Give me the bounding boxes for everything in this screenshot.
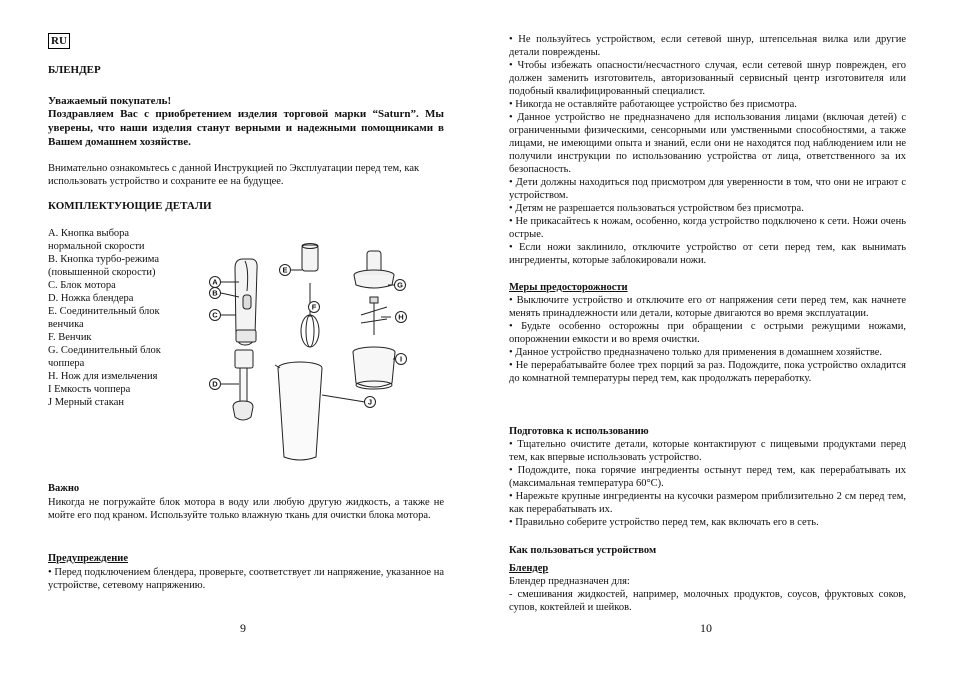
parts-line: E. Соединительный блок [48,306,160,317]
greeting-title: Уважаемый покупатель! [48,95,172,107]
callout-e: E [282,265,288,275]
parts-line: B. Кнопка турбо-режима [48,254,160,265]
preparation-item: • Нарежьте крупные ингредиенты на кусочки размером приблизительно 2 см перед тем, как перерабатывать их. [509,491,906,515]
greeting-text: Поздравляем Вас с приобретением изделия торговой марки “Saturn”. Мы уверены, что наши изделия станут верными и надежными помощниками в Вашем домашнем хозяйстве. [48,108,444,148]
chopper-bowl-drawing [353,347,395,389]
parts-line: чоппера [48,358,85,369]
parts-line: I Емкость чоппера [48,384,131,395]
language-badge: RU [48,33,70,49]
right-page [477,0,954,675]
safety-bullet: • Чтобы избежать опасности/несчастного случая, если сетевой шнур поврежден, его должен заменить изготовитель, авторизованный сервисный центр изготовителя или подобный квалифицированный специалист. [509,60,906,97]
parts-line: J Мерный стакан [48,397,124,408]
parts-line: D. Ножка блендера [48,293,134,304]
callout-i: I [399,354,403,364]
preparation-heading: Подготовка к использованию [509,426,649,437]
preparation-item: • Подождите, пока горячие ингредиенты остынут перед тем, как перерабатывать их (максимальная температура 60°С). [509,465,906,489]
parts-list [48,227,208,409]
parts-line: C. Блок мотора [48,280,116,291]
parts-line: F. Венчик [48,332,92,343]
preparation-item: • Правильно соберите устройство перед тем, как включать его в сеть. [509,517,819,528]
page-number-left: 9 [240,621,246,635]
precaution-item: • Данное устройство предназначено только для применения в домашнем хозяйстве. [509,347,883,358]
callout-d: D [212,379,218,389]
callout-j: J [367,397,373,407]
callout-g: G [397,280,403,290]
parts-heading: КОМПЛЕКТУЮЩИЕ ДЕТАЛИ [48,200,212,212]
precaution-item: • Будьте особенно осторожны при обращении с острыми режущими ножами, опорожнении емкости и во время очистки. [509,321,906,345]
callout-c: C [212,310,218,320]
parts-line: H. Нож для измельчения [48,371,158,382]
safety-bullet: • Если ножи заклинило, отключите устройство от сети перед тем, как вынимать ингредиенты, которые заблокировали ножи. [509,242,906,266]
parts-line: G. Соединительный блок [48,345,161,356]
precaution-item: • Выключите устройство и отключите его от напряжения сети перед тем, как начнете менять принадлежности или детали, которые двигаются во время эксплуатации. [509,295,906,319]
blender-parts-diagram [205,235,420,465]
safety-bullet: • Никогда не оставляйте работающее устройство без присмотра. [509,99,797,110]
important-text: Никогда не погружайте блок мотора в воду или любую другую жидкость, а также не мойте его под краном. Используйте только влажную ткань для очистки блока мотора. [48,497,444,521]
safety-bullets [509,33,906,267]
blender-subheading: Блендер [509,563,549,574]
blender-intro: Блендер предназначен для: [509,576,630,587]
whisk-connector-drawing [302,244,318,272]
callout-f: F [311,302,317,312]
parts-line: венчика [48,319,84,330]
precautions-list [509,294,906,385]
preparation-list [509,438,906,529]
measuring-beaker-drawing [275,362,322,460]
page-number-right: 10 [700,621,712,635]
precautions-heading: Меры предосторожности [509,282,628,293]
important-heading: Важно [48,483,80,494]
blender-foot-drawing [233,350,253,420]
callout-h: H [398,312,404,322]
intro-text: Внимательно ознакомьтесь с данной Инструкцией по Эксплуатации перед тем, как использовать устройство и сохраните ее на будущее. [48,163,420,187]
page-title: БЛЕНДЕР [48,64,101,76]
callout-a: A [212,277,218,287]
parts-line: нормальной скорости [48,241,145,252]
parts-line: A. Кнопка выбора [48,228,130,239]
warning-heading: Предупреждение [48,553,128,564]
chopper-blade-drawing [361,297,387,335]
safety-bullet: • Дети должны находиться под присмотром для уверенности в том, что они не играют с устройством. [509,177,906,201]
parts-line: (повышенной скорости) [48,267,156,278]
safety-bullet: • Детям не разрешается пользоваться устройством без присмотра. [509,203,804,214]
callout-b: B [212,288,218,298]
precaution-item: • Не перерабатывайте более трех порций за раз. Подождите, пока устройство охладится до комнатной температуры перед тем, как продолжать переработку. [509,360,906,384]
chopper-connector-drawing [354,251,394,288]
blender-uses: - смешивания жидкостей, например, молочных продуктов, соусов, фруктовых соков, супов, коктейлей и шейков. [509,589,906,613]
whisk-drawing [301,283,319,347]
safety-bullet: • Не пользуйтесь устройством, если сетевой шнур, штепсельная вилка или другие детали повреждены. [509,34,906,58]
safety-bullet: • Не прикасайтесь к ножам, особенно, когда устройство подключено к сети. Ножи очень острые. [509,216,906,240]
safety-bullet: • Данное устройство не предназначено для использования лицами (включая детей) с ограниченными физическими, сенсорными или умственными способностями, а также лицами, не имеющими опыта и знаний, если они не находятся под наблюдением или не получили инструкции по использованию устройства от лица, ответственного за их безопасность. [509,112,906,175]
warning-text: • Перед подключением блендера, проверьте, соответствует ли напряжение, указанное на устройстве, сетевому напряжению. [48,567,444,591]
preparation-item: • Тщательно очистите детали, которые контактируют с пищевыми продуктами перед тем, как впервые использовать устройство. [509,439,906,463]
usage-heading: Как пользоваться устройством [509,545,657,556]
